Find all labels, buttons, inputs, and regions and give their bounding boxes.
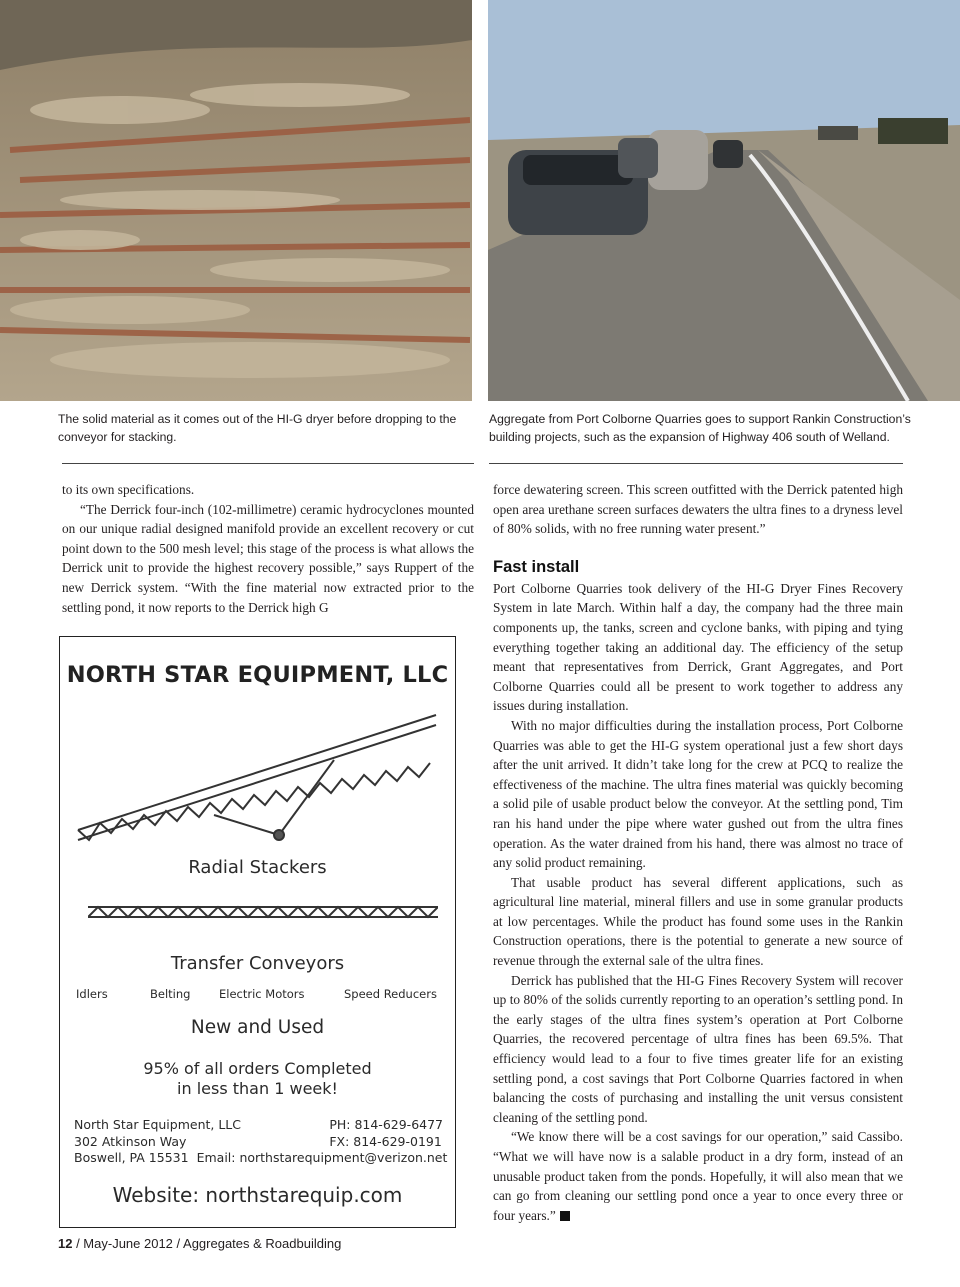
caption-divider-left: [62, 463, 474, 464]
ad-fax: FX: 814-629-0191: [329, 1133, 442, 1149]
ad-new-and-used: New and Used: [190, 1017, 325, 1038]
ad-radial-stackers: Radial Stackers: [188, 857, 327, 878]
article-paragraph: Port Colborne Quarries took delivery of the HI-G Dryer Fines Recovery System in late March. Within half a day, the company had the three main components up, the tanks, screen and cyclone banks, with piping and tying everything together taking an additional day. The efficiency of the setup meant that representatives from Derrick, Grant Aggregates, and Port Colborne Quarries could all be present to work together to address any issues during installation.: [493, 580, 903, 714]
article-paragraph: force dewatering screen. This screen outfitted with the Derrick patented high open area urethane screen surfaces dewaters the ultra fines to a dryness level of 80% solids, with no free running water present.”: [493, 482, 903, 537]
dryer-output-image: [0, 0, 472, 401]
ad-address-name: North Star Equipment, LLC: [74, 1117, 241, 1132]
article-paragraph: [493, 1127, 903, 1225]
ad-company-name: NORTH STAR EQUIPMENT, LLC: [66, 662, 449, 688]
end-of-article-mark: [560, 1211, 570, 1221]
article-paragraph: Derrick has published that the HI-G Fines Recovery System will recover up to 80% of the solids currently reporting to an operation’s settling pond. In the early stages of the ultra fines system’s operation at Port Colborne Quarries, the recovered percentage of ultra fines has been 69.5%. That efficiency would lead to a four to five times greater life for an existing settling pond, a cost savings that Port Colborne Quarries factored in when balancing the costs of purchasing and installing the unit versus consistent cleaning of the settling pond.: [493, 972, 903, 1125]
caption-divider-right: [489, 463, 903, 464]
article-closing-text: “We know there will be a cost savings for our operation,” said Cassibo. “What we will have now is a salable product in a dry form, instead of an unusable product taken from the ponds. Hopefully, it will also mean that we can go from cleaning our settling pond once a year to once every three or four years.”: [493, 1129, 903, 1223]
section-heading: Fast install: [493, 557, 580, 576]
page-number: 12: [58, 1236, 73, 1251]
ad-orders-line: 95% of all orders Completed: [143, 1059, 372, 1078]
ad-address-street: 302 Atkinson Way: [74, 1133, 187, 1149]
ad-transfer-conveyors: Transfer Conveyors: [170, 953, 345, 974]
article-paragraph: That usable product has several different applications, such as agricultural line material, mineral fillers and use in some granular products at low percentages. While the product has found some uses in the Rankin Construction operations, there is the potential to generate a new source of revenue through the external sale of the ultra fines.: [493, 874, 903, 969]
ad-orders-promise: [60, 1059, 455, 1099]
article-paragraph: “The Derrick four-inch (102-millimetre) ceramic hydrocyclones mounted on our unique radial designed manifold provide an excellent recovery or cut point down to the 500 mesh level; this stage of the process is what allows the Derrick unit to provide the highest recovery possible,” says Ruppert of the new Derrick system. “With the fine material now extracted prior to the settling pond, it now reports to the Derrick high G: [62, 501, 474, 615]
ad-email: Email: northstarequipment@verizon.net: [196, 1150, 448, 1165]
photo-caption-left: The solid material as it comes out of the HI-G dryer before dropping to the conveyor for stacking.: [58, 412, 457, 444]
highway-image: [488, 0, 960, 401]
article-column-left: [62, 480, 474, 617]
page-footer: [58, 1236, 341, 1251]
transfer-conveyor-illustration: [88, 899, 438, 929]
highway-photo: [488, 0, 960, 401]
ad-phone: PH: 814-629-6477: [329, 1117, 443, 1132]
photo-caption-right: Aggregate from Port Colborne Quarries goes to support Rankin Construction’s building projects, such as the expansion of Highway 406 south of Welland.: [489, 412, 911, 444]
ad-website: Website: northstarequip.com: [112, 1183, 403, 1207]
ad-item-idlers: Idlers: [76, 987, 108, 1001]
dryer-output-photo: [0, 0, 472, 401]
ad-item-belting: Belting: [150, 987, 191, 1001]
ad-item-speed-reducers: Speed Reducers: [344, 987, 437, 1001]
ad-contact-numbers: [329, 1117, 443, 1150]
article-column-right: [493, 480, 903, 1225]
ad-address: [74, 1117, 241, 1150]
ad-address-city: Boswell, PA 15531: [74, 1150, 189, 1165]
radial-stacker-illustration: [74, 705, 444, 855]
ad-orders-line: in less than 1 week!: [177, 1079, 338, 1098]
north-star-advertisement: [59, 636, 456, 1228]
ad-city-email-line: [74, 1150, 447, 1165]
article-paragraph: to its own specifications.: [62, 482, 195, 497]
ad-item-electric-motors: Electric Motors: [219, 987, 305, 1001]
publication-info: / May-June 2012 / Aggregates & Roadbuilding: [72, 1236, 342, 1251]
article-paragraph: With no major difficulties during the installation process, Port Colborne Quarries was able to get the HI-G system operational just a few short days after the unit arrived. It didn’t take long for the crew at PCQ to realize the effectiveness of the machine. The ultra fines material was quickly becoming a solid pile of usable product below the conveyor. At the settling pond, Tim ran his hand under the pipe where water gushed out from the ultra fines operation. As the water drained from his hand, there was almost no trace of any solid product remaining.: [493, 717, 903, 871]
